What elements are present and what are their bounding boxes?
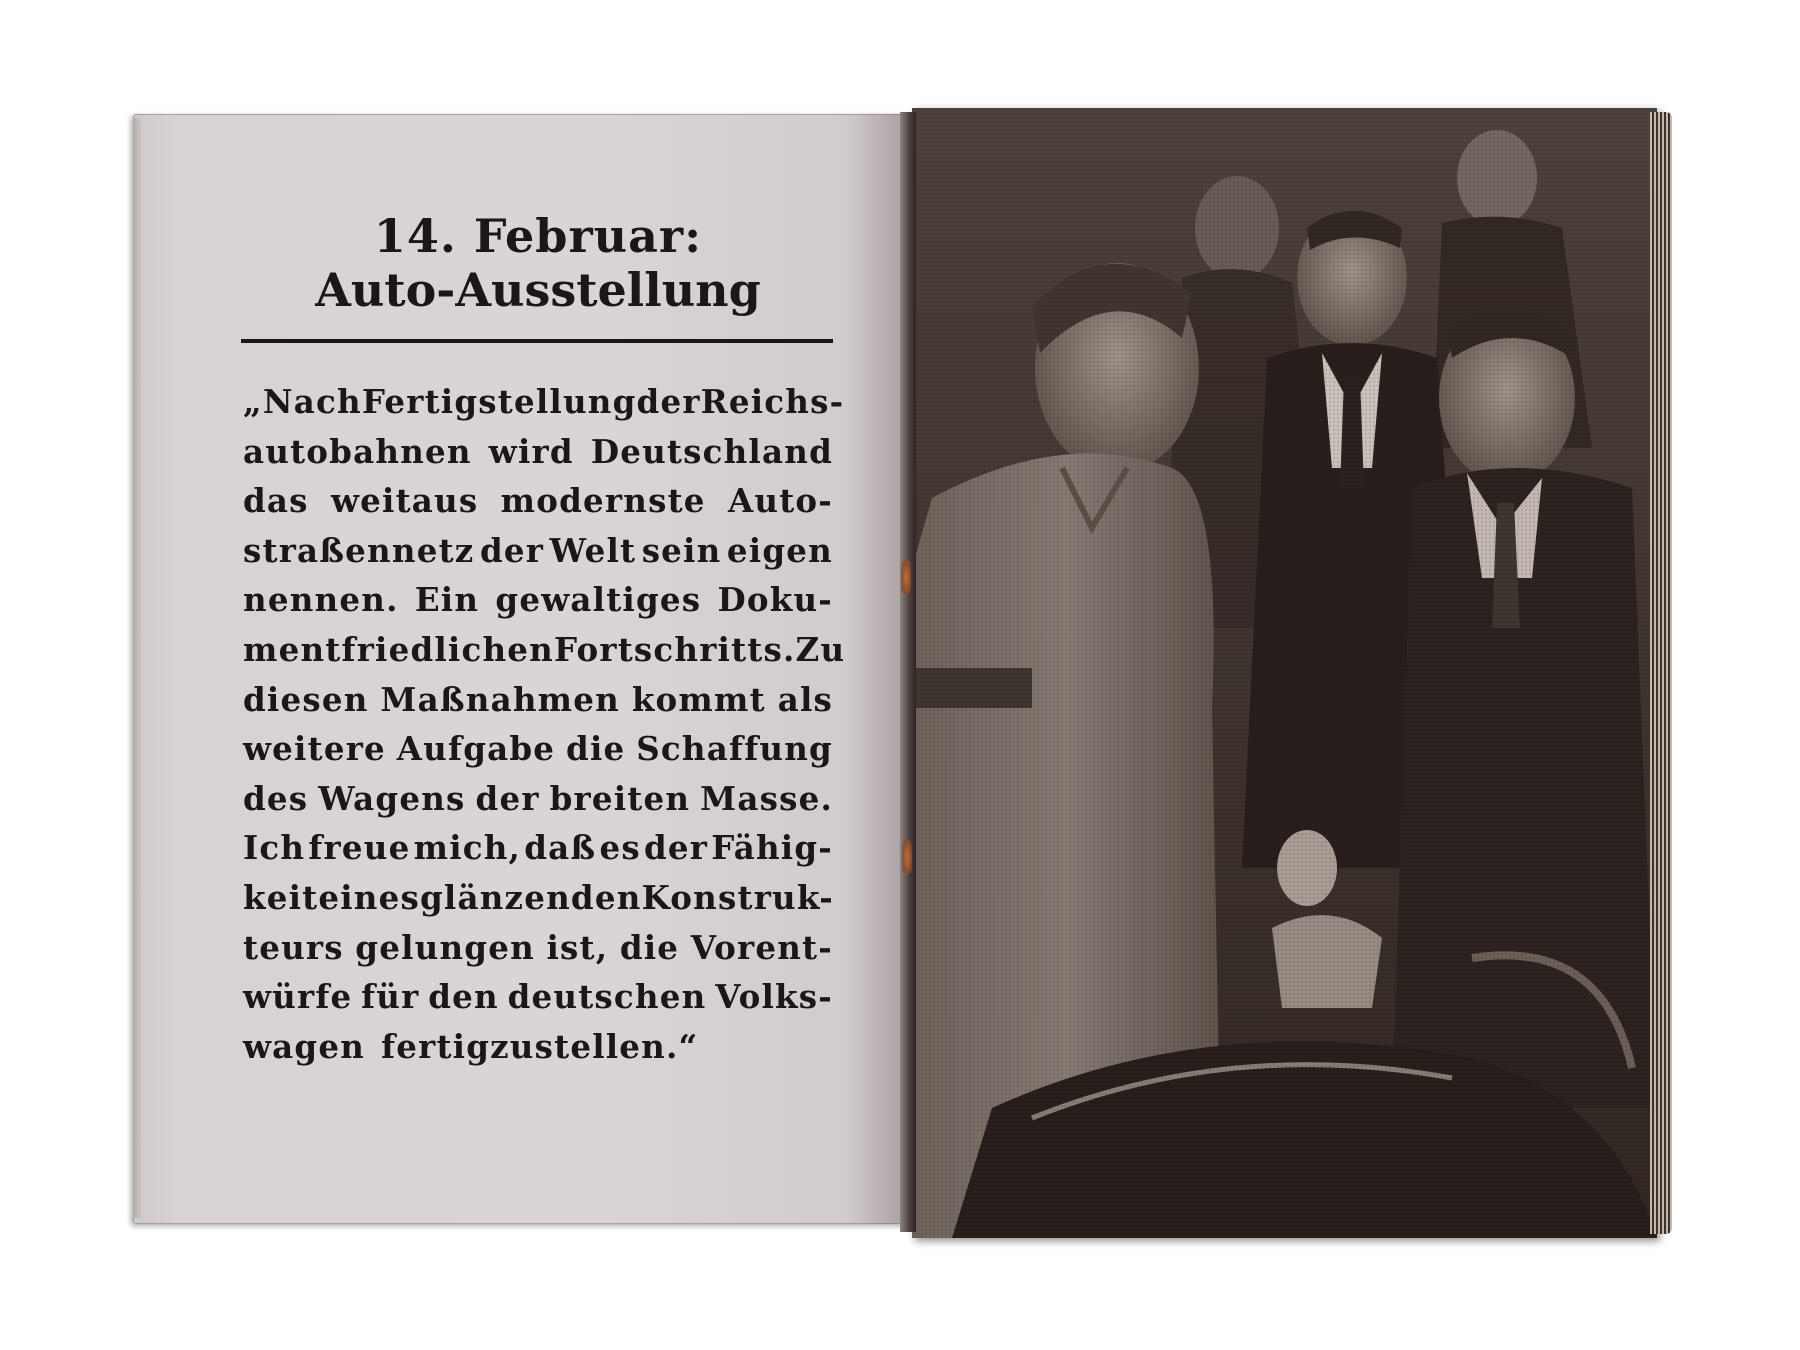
quote-word: sein (641, 530, 722, 570)
quote-word: es (599, 828, 641, 868)
quote-line (243, 774, 833, 824)
quote-word: eigen (726, 530, 833, 570)
quote-word: den (428, 977, 499, 1017)
quote-line (243, 625, 846, 675)
quote-word: fertigzustellen.“ (381, 1026, 699, 1066)
quote-word: Welt (549, 530, 637, 570)
quote-line (243, 427, 833, 477)
quote-word: weitere (243, 729, 386, 769)
staple-rust (901, 560, 911, 594)
quote-word: für (361, 977, 420, 1017)
quote-word: Doku- (717, 580, 833, 620)
left-page (133, 114, 908, 1224)
quote-word: als (777, 679, 833, 719)
page-block-edge (1650, 112, 1672, 1234)
quote-word: weitaus (330, 481, 479, 521)
quote-word: Volks- (715, 977, 833, 1017)
page-subtitle: Auto-Ausstellung (315, 263, 761, 317)
quote-word: würfe (243, 977, 353, 1017)
quote-word: modernste (500, 481, 706, 521)
quote-line (243, 675, 833, 725)
quote-word: Fähig- (711, 828, 833, 868)
quote-word: freue (308, 828, 411, 868)
quote-word: teurs (243, 927, 344, 967)
quote-word: gewaltiges (495, 580, 702, 620)
quote-word: glänzenden (420, 877, 642, 917)
quote-word: Fortschritts. (554, 629, 796, 669)
quote-word: Masse. (700, 778, 833, 818)
quote-word: Maßnahmen (380, 679, 620, 719)
quote-word: Ich (243, 828, 306, 868)
quote-word: Zu (795, 629, 846, 669)
quote-word: kommt (631, 679, 766, 719)
left-page-edge (133, 118, 141, 1218)
quote-word: Konstruk- (641, 877, 834, 917)
quote-word: Wagens (318, 778, 466, 818)
quote-line (243, 873, 833, 923)
quote-word: der (475, 778, 540, 818)
right-page (912, 108, 1657, 1238)
quote-word: der (643, 828, 709, 868)
quote-line (243, 377, 845, 427)
quote-word: mich, (413, 828, 522, 868)
photograph (912, 108, 1657, 1238)
quote-word: die (619, 927, 680, 967)
quote-line (243, 526, 833, 576)
quote-word: straßennetz (243, 530, 475, 570)
quote-word: Fertigstellung (361, 382, 637, 421)
quote-line (243, 972, 833, 1022)
quote-word: die (566, 729, 626, 769)
book-spine (900, 112, 916, 1232)
quote-word: Deutschland (590, 431, 833, 471)
quote-word: ist, (546, 927, 609, 967)
quote-paragraph (243, 377, 846, 1071)
quote-word: ment (243, 629, 342, 669)
quote-line (243, 823, 833, 873)
quote-line (243, 923, 833, 973)
staple-rust (902, 840, 912, 874)
quote-word: des (243, 778, 309, 818)
quote-word: deutschen (507, 977, 707, 1017)
quote-word: der (479, 530, 545, 570)
quote-word: Schaffung (636, 729, 833, 769)
page-title: 14. Februar: (373, 209, 703, 263)
title-divider (241, 339, 833, 343)
quote-line (243, 575, 833, 625)
quote-word: Aufgabe (396, 729, 556, 769)
quote-word: eines (318, 877, 420, 917)
quote-word: Vorent- (690, 927, 833, 967)
quote-word: friedlichen (341, 629, 554, 669)
quote-word: Reichs- (700, 382, 845, 421)
quote-word: keit (243, 877, 319, 917)
quote-word: autobahnen (243, 431, 472, 471)
quote-line (243, 1022, 833, 1072)
quote-word: wagen (243, 1026, 366, 1066)
quote-word: Ein (414, 580, 480, 620)
quote-word: daß (524, 828, 597, 868)
quote-word: nennen. (243, 580, 399, 620)
quote-line (243, 724, 833, 774)
quote-word: diesen (243, 679, 369, 719)
quote-word: breiten (549, 778, 691, 818)
quote-word: der (636, 382, 701, 421)
quote-word: Auto- (727, 481, 833, 521)
quote-word: wird (488, 431, 574, 471)
quote-line (243, 476, 833, 526)
quote-word: das (243, 481, 309, 521)
page-text-block (243, 209, 846, 1071)
quote-word: „Nach (243, 382, 362, 421)
quote-word: gelungen (355, 927, 535, 967)
